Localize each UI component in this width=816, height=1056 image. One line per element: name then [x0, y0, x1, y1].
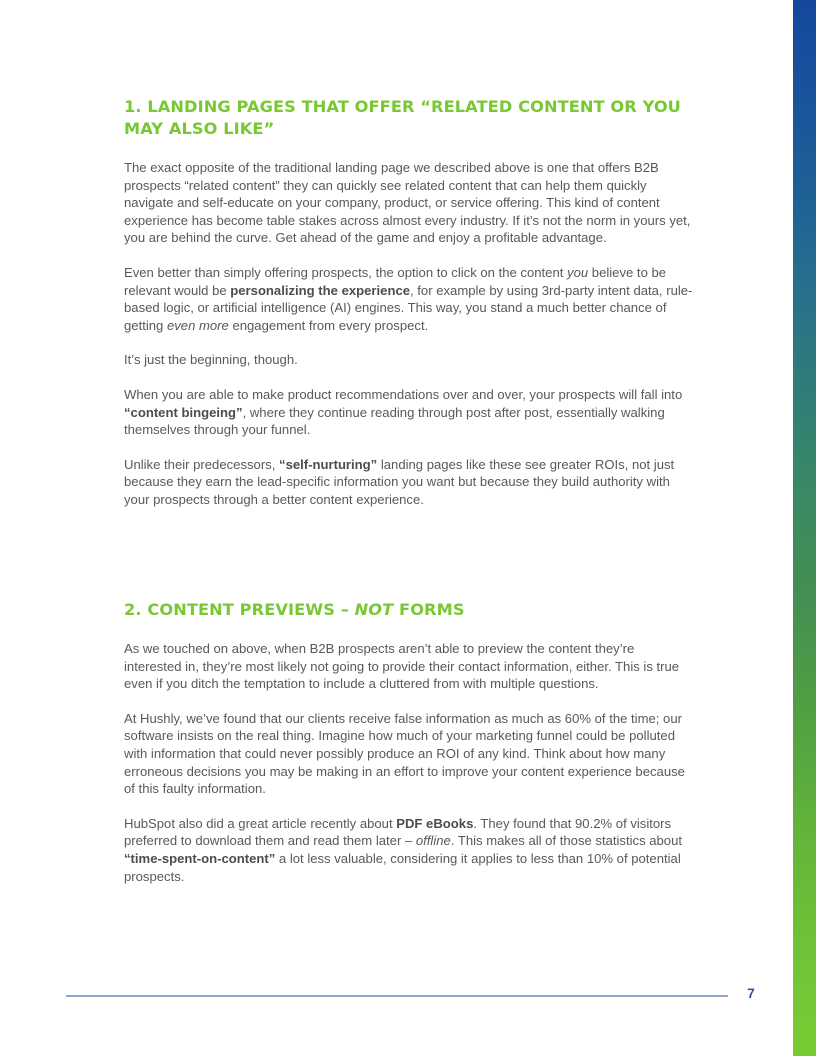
paragraph: Unlike their predecessors, “self-nurturing” landing pages like these see greater ROIs, not just because they earn the lead-specific information you want but because they build authority with your prospects through a better content experience.: [124, 456, 675, 507]
edge-gradient-bar: [793, 0, 816, 1056]
paragraph: It’s just the beginning, though.: [124, 352, 298, 368]
page-number: 7: [747, 986, 755, 1001]
spacer: [124, 334, 694, 351]
spacer: [124, 369, 694, 386]
section-heading-2: 2. CONTENT PREVIEWS – NOT FORMS: [124, 599, 465, 619]
spacer: [124, 439, 694, 456]
spacer: [124, 620, 694, 640]
paragraph: At Hushly, we’ve found that our clients receive false information as much as 60% of the time; our software insists on the real thing. Imagine how much of your marketing funnel could be polluted with information that could never possibly produce an ROI of any kind. Think about how many erroneous decisions you may be making in an effort to improve your content experience because of this faulty information.: [124, 710, 685, 797]
paragraph: Even better than simply offering prospects, the option to click on the content you believe to be relevant would be personalizing the experience, for example by using 3rd-party intent data, rule-based logic, or artificial intelligence (AI) engines. This way, you stand a much better chance of getting even more engagement from every prospect.: [124, 264, 693, 333]
spacer: [124, 693, 694, 710]
paragraph: HubSpot also did a great article recently about PDF eBooks. They found that 90.2% of visitors preferred to download them and read them later – offline. This makes all of those statistics about “time-spent-on-content” a lot less valuable, considering it applies to less than 10% of potential prospects.: [124, 815, 683, 884]
section-heading-1: 1. LANDING PAGES THAT OFFER “RELATED CONTENT OR YOU MAY ALSO LIKE”: [124, 97, 681, 138]
footer-divider: [66, 995, 728, 997]
page-content: [124, 96, 694, 885]
spacer: [124, 509, 694, 599]
spacer: [124, 139, 694, 159]
spacer: [124, 247, 694, 264]
paragraph: When you are able to make product recommendations over and over, your prospects will fall into “content bingeing”, where they continue reading through post after post, essentially walking themselves through your funnel.: [124, 386, 683, 438]
paragraph: The exact opposite of the traditional landing page we described above is one that offers B2B prospects “related content” they can quickly see related content that can help them quickly navigate and self-educate on your company, product, or service offering. This kind of content experience has become table stakes across almost every industry. If it’s not the norm in yours yet, you are behind the curve. Get ahead of the game and enjoy a profitable advantage.: [124, 160, 691, 246]
paragraph: As we touched on above, when B2B prospects aren’t able to preview the content they’re interested in, they’re most likely not going to provide their contact information, either. This is true even if you ditch the temptation to include a cluttered from with multiple questions.: [124, 641, 680, 692]
spacer: [124, 798, 694, 815]
